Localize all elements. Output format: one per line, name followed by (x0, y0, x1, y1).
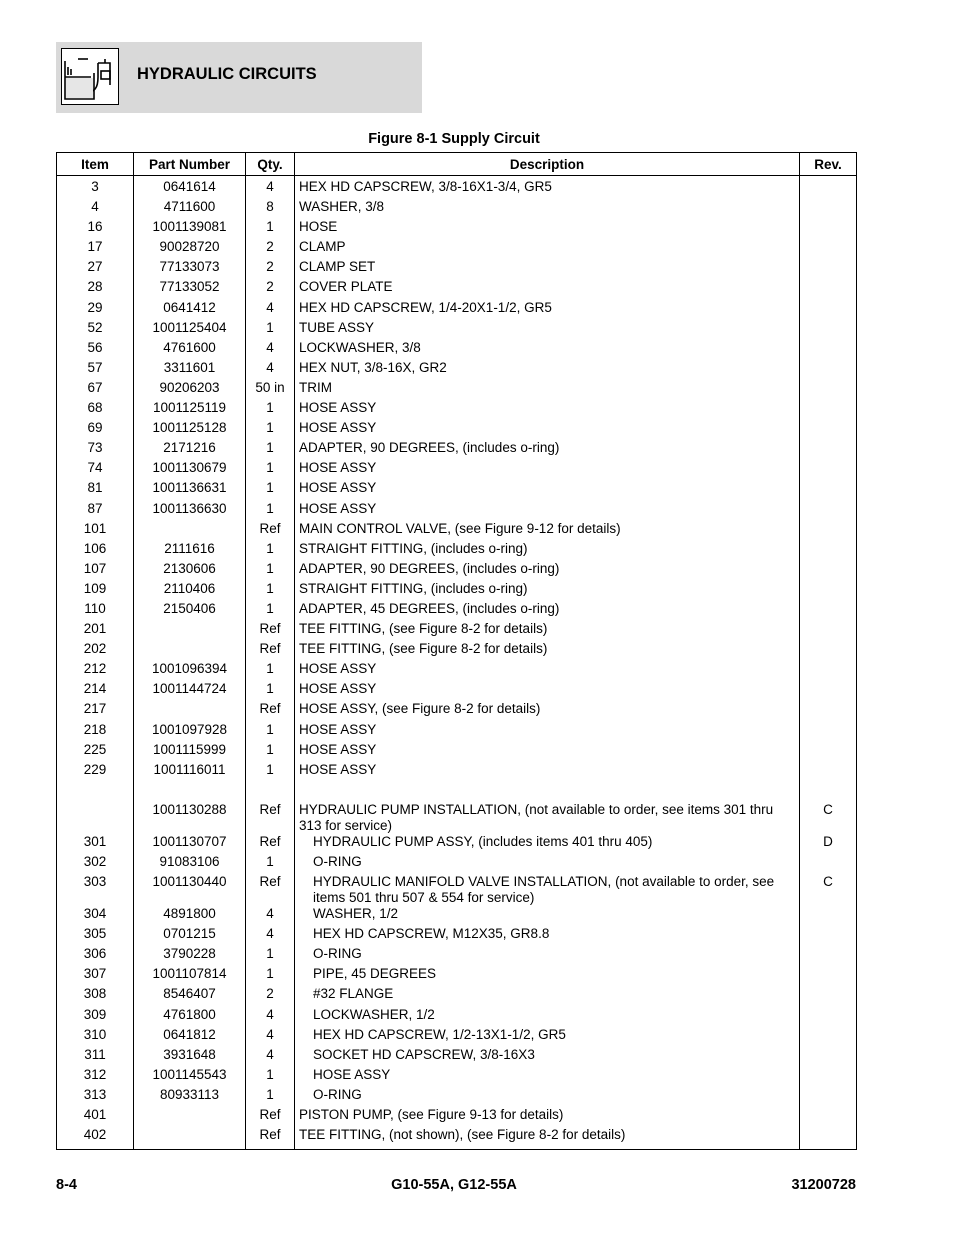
item-cell: 27 (57, 259, 134, 279)
part-number-cell (134, 641, 246, 661)
part-number-cell: 4891800 (134, 906, 246, 926)
qty-cell: 1 (246, 400, 295, 420)
part-number-cell: 1001107814 (134, 966, 246, 986)
part-number-cell: 1001136630 (134, 501, 246, 521)
description-cell: CLAMP SET (295, 259, 800, 279)
rev-cell (800, 782, 857, 802)
rev-cell (800, 1067, 857, 1087)
part-number-cell: 77133052 (134, 279, 246, 299)
part-number-cell: 2150406 (134, 601, 246, 621)
table-row (57, 501, 857, 521)
section-title: HYDRAULIC CIRCUITS (137, 65, 317, 83)
qty-cell: 1 (246, 946, 295, 966)
part-number-cell: 4761600 (134, 340, 246, 360)
item-cell: 106 (57, 541, 134, 561)
qty-cell (246, 782, 295, 802)
table-row (57, 661, 857, 681)
description-cell (295, 782, 800, 802)
part-number-cell: 1001130440 (134, 874, 246, 906)
qty-cell: 2 (246, 259, 295, 279)
table-row (57, 1027, 857, 1047)
part-number-cell: 1001130679 (134, 460, 246, 480)
part-number-cell: 1001144724 (134, 681, 246, 701)
qty-cell: Ref (246, 641, 295, 661)
table-row (57, 541, 857, 561)
qty-cell: 1 (246, 661, 295, 681)
item-cell: 52 (57, 320, 134, 340)
description-cell: O-RING (295, 946, 800, 966)
table-row (57, 782, 857, 802)
part-number-cell: 2130606 (134, 561, 246, 581)
item-cell: 218 (57, 722, 134, 742)
hydraulic-circuit-icon (61, 48, 119, 105)
description-cell: ADAPTER, 90 DEGREES, (includes o-ring) (295, 440, 800, 460)
item-cell: 101 (57, 521, 134, 541)
item-cell: 217 (57, 701, 134, 721)
part-number-cell: 1001096394 (134, 661, 246, 681)
rev-cell (800, 440, 857, 460)
rev-cell (800, 1007, 857, 1027)
part-number-cell: 3311601 (134, 360, 246, 380)
item-cell: 303 (57, 874, 134, 906)
part-number-cell: 1001116011 (134, 762, 246, 782)
description-cell: #32 FLANGE (295, 986, 800, 1006)
item-cell: 87 (57, 501, 134, 521)
part-number-cell: 8546407 (134, 986, 246, 1006)
part-number-cell: 1001139081 (134, 219, 246, 239)
description-cell: TRIM (295, 380, 800, 400)
qty-cell: 1 (246, 681, 295, 701)
document-number: 31200728 (791, 1177, 856, 1193)
description-cell: LOCKWASHER, 3/8 (295, 340, 800, 360)
description-cell: TUBE ASSY (295, 320, 800, 340)
item-cell: 225 (57, 742, 134, 762)
item-cell: 402 (57, 1127, 134, 1150)
description-cell: TEE FITTING, (not shown), (see Figure 8-2 for details) (295, 1127, 800, 1150)
table-row (57, 762, 857, 782)
part-number-cell: 4761800 (134, 1007, 246, 1027)
qty-cell: Ref (246, 701, 295, 721)
item-cell: 214 (57, 681, 134, 701)
rev-cell: C (800, 874, 857, 906)
qty-cell: 4 (246, 340, 295, 360)
rev-cell: D (800, 834, 857, 854)
item-cell: 310 (57, 1027, 134, 1047)
description-cell: HOSE ASSY (295, 460, 800, 480)
table-row (57, 601, 857, 621)
table-row (57, 219, 857, 239)
qty-cell: 1 (246, 561, 295, 581)
rev-cell (800, 1127, 857, 1150)
description-cell: TEE FITTING, (see Figure 8-2 for details) (295, 621, 800, 641)
parts-table (56, 152, 857, 1150)
rev-cell (800, 176, 857, 200)
table-row (57, 259, 857, 279)
table-row (57, 641, 857, 661)
item-cell: 311 (57, 1047, 134, 1067)
rev-cell (800, 1047, 857, 1067)
qty-cell: 4 (246, 300, 295, 320)
table-row (57, 621, 857, 641)
rev-cell (800, 854, 857, 874)
table-row (57, 946, 857, 966)
rev-cell (800, 906, 857, 926)
rev-cell (800, 926, 857, 946)
page-number: 8-4 (56, 1177, 77, 1193)
part-number-cell: 1001125128 (134, 420, 246, 440)
rev-cell (800, 380, 857, 400)
part-number-cell (134, 782, 246, 802)
qty-cell: 1 (246, 501, 295, 521)
item-cell: 229 (57, 762, 134, 782)
rev-cell (800, 1087, 857, 1107)
table-row (57, 834, 857, 854)
item-cell: 4 (57, 199, 134, 219)
item-cell: 309 (57, 1007, 134, 1027)
description-cell: O-RING (295, 854, 800, 874)
qty-cell: Ref (246, 834, 295, 854)
item-cell: 302 (57, 854, 134, 874)
table-row (57, 340, 857, 360)
qty-cell: 1 (246, 854, 295, 874)
rev-cell (800, 501, 857, 521)
table-row (57, 300, 857, 320)
description-cell: HOSE ASSY, (see Figure 8-2 for details) (295, 701, 800, 721)
table-row (57, 986, 857, 1006)
item-cell: 69 (57, 420, 134, 440)
description-cell: COVER PLATE (295, 279, 800, 299)
item-cell (57, 782, 134, 802)
item-cell: 81 (57, 480, 134, 500)
column-header-rev: Rev. (800, 153, 857, 176)
rev-cell (800, 239, 857, 259)
description-cell: SOCKET HD CAPSCREW, 3/8-16X3 (295, 1047, 800, 1067)
part-number-cell: 3931648 (134, 1047, 246, 1067)
qty-cell: 1 (246, 219, 295, 239)
figure-title: Figure 8-1 Supply Circuit (368, 131, 540, 147)
part-number-cell: 3790228 (134, 946, 246, 966)
qty-cell: Ref (246, 521, 295, 541)
qty-cell: 1 (246, 601, 295, 621)
description-cell: STRAIGHT FITTING, (includes o-ring) (295, 581, 800, 601)
part-number-cell: 1001125119 (134, 400, 246, 420)
table-row (57, 1047, 857, 1067)
table-row (57, 360, 857, 380)
table-row (57, 320, 857, 340)
description-cell: HEX HD CAPSCREW, 1/2-13X1-1/2, GR5 (295, 1027, 800, 1047)
qty-cell: 4 (246, 360, 295, 380)
rev-cell (800, 742, 857, 762)
rev-cell (800, 279, 857, 299)
item-cell: 202 (57, 641, 134, 661)
part-number-cell: 4711600 (134, 199, 246, 219)
qty-cell: 4 (246, 1027, 295, 1047)
table-row (57, 1107, 857, 1127)
model-numbers: G10-55A, G12-55A (391, 1177, 517, 1193)
part-number-cell: 1001136631 (134, 480, 246, 500)
table-row (57, 279, 857, 299)
rev-cell (800, 360, 857, 380)
table-row (57, 906, 857, 926)
item-cell: 73 (57, 440, 134, 460)
part-number-cell: 1001097928 (134, 722, 246, 742)
part-number-cell: 1001125404 (134, 320, 246, 340)
rev-cell (800, 946, 857, 966)
item-cell: 308 (57, 986, 134, 1006)
description-cell: HEX HD CAPSCREW, M12X35, GR8.8 (295, 926, 800, 946)
description-cell: HOSE ASSY (295, 400, 800, 420)
part-number-cell: 80933113 (134, 1087, 246, 1107)
item-cell: 305 (57, 926, 134, 946)
qty-cell: 2 (246, 239, 295, 259)
rev-cell (800, 340, 857, 360)
table-row (57, 874, 857, 906)
table-header-row (57, 153, 857, 176)
table-row (57, 400, 857, 420)
description-cell: O-RING (295, 1087, 800, 1107)
qty-cell: 1 (246, 541, 295, 561)
qty-cell: 2 (246, 986, 295, 1006)
rev-cell (800, 701, 857, 721)
description-cell: HOSE ASSY (295, 661, 800, 681)
qty-cell: 1 (246, 581, 295, 601)
rev-cell (800, 1107, 857, 1127)
part-number-cell: 0641614 (134, 176, 246, 200)
qty-cell: 1 (246, 966, 295, 986)
part-number-cell (134, 621, 246, 641)
rev-cell: C (800, 802, 857, 834)
description-cell: STRAIGHT FITTING, (includes o-ring) (295, 541, 800, 561)
part-number-cell (134, 1107, 246, 1127)
item-cell (57, 802, 134, 834)
table-row (57, 480, 857, 500)
rev-cell (800, 966, 857, 986)
rev-cell (800, 480, 857, 500)
qty-cell: 1 (246, 722, 295, 742)
table-row (57, 742, 857, 762)
qty-cell: 8 (246, 199, 295, 219)
qty-cell: 1 (246, 1067, 295, 1087)
description-cell: HOSE ASSY (295, 681, 800, 701)
part-number-cell: 91083106 (134, 854, 246, 874)
description-cell: HOSE ASSY (295, 742, 800, 762)
rev-cell (800, 601, 857, 621)
description-cell: HYDRAULIC MANIFOLD VALVE INSTALLATION, (not available to order, see items 501 thru 507 & 554 for service) (295, 874, 800, 906)
description-cell: HEX HD CAPSCREW, 1/4-20X1-1/2, GR5 (295, 300, 800, 320)
description-cell: PIPE, 45 DEGREES (295, 966, 800, 986)
item-cell: 307 (57, 966, 134, 986)
qty-cell: Ref (246, 621, 295, 641)
part-number-cell (134, 1127, 246, 1150)
item-cell: 28 (57, 279, 134, 299)
qty-cell: 4 (246, 1047, 295, 1067)
rev-cell (800, 661, 857, 681)
qty-cell: 1 (246, 762, 295, 782)
table-row (57, 521, 857, 541)
item-cell: 56 (57, 340, 134, 360)
part-number-cell: 90206203 (134, 380, 246, 400)
description-cell: HYDRAULIC PUMP INSTALLATION, (not available to order, see items 301 thru 313 for service) (295, 802, 800, 834)
rev-cell (800, 641, 857, 661)
qty-cell: 1 (246, 742, 295, 762)
qty-cell: Ref (246, 1107, 295, 1127)
description-cell: TEE FITTING, (see Figure 8-2 for details) (295, 641, 800, 661)
part-number-cell: 1001130288 (134, 802, 246, 834)
description-cell: CLAMP (295, 239, 800, 259)
column-header-part-number: Part Number (134, 153, 246, 176)
description-cell: HEX HD CAPSCREW, 3/8-16X1-3/4, GR5 (295, 176, 800, 200)
item-cell: 313 (57, 1087, 134, 1107)
description-cell: HOSE (295, 219, 800, 239)
qty-cell: 2 (246, 279, 295, 299)
table-row (57, 926, 857, 946)
rev-cell (800, 722, 857, 742)
qty-cell: 4 (246, 926, 295, 946)
column-header-qty: Qty. (246, 153, 295, 176)
rev-cell (800, 259, 857, 279)
item-cell: 16 (57, 219, 134, 239)
item-cell: 109 (57, 581, 134, 601)
table-row (57, 239, 857, 259)
rev-cell (800, 1027, 857, 1047)
rev-cell (800, 320, 857, 340)
item-cell: 74 (57, 460, 134, 480)
part-number-cell: 77133073 (134, 259, 246, 279)
qty-cell: 4 (246, 176, 295, 200)
table-row (57, 1127, 857, 1150)
rev-cell (800, 681, 857, 701)
description-cell: PISTON PUMP, (see Figure 9-13 for details) (295, 1107, 800, 1127)
description-cell: HOSE ASSY (295, 1067, 800, 1087)
item-cell: 212 (57, 661, 134, 681)
item-cell: 110 (57, 601, 134, 621)
description-cell: WASHER, 3/8 (295, 199, 800, 219)
item-cell: 17 (57, 239, 134, 259)
qty-cell: 4 (246, 1007, 295, 1027)
table-row (57, 722, 857, 742)
table-row (57, 701, 857, 721)
column-header-description: Description (295, 153, 800, 176)
qty-cell: 1 (246, 1087, 295, 1107)
rev-cell (800, 521, 857, 541)
description-cell: HEX NUT, 3/8-16X, GR2 (295, 360, 800, 380)
item-cell: 3 (57, 176, 134, 200)
rev-cell (800, 561, 857, 581)
rev-cell (800, 400, 857, 420)
item-cell: 67 (57, 380, 134, 400)
item-cell: 68 (57, 400, 134, 420)
table-row (57, 802, 857, 834)
table-row (57, 1087, 857, 1107)
table-row (57, 966, 857, 986)
table-row (57, 440, 857, 460)
qty-cell: Ref (246, 874, 295, 906)
item-cell: 57 (57, 360, 134, 380)
table-row (57, 581, 857, 601)
parts-table-body (57, 176, 857, 1150)
part-number-cell: 0641412 (134, 300, 246, 320)
table-row (57, 561, 857, 581)
item-cell: 401 (57, 1107, 134, 1127)
table-row (57, 176, 857, 200)
qty-cell: 50 in (246, 380, 295, 400)
part-number-cell: 1001130707 (134, 834, 246, 854)
item-cell: 107 (57, 561, 134, 581)
rev-cell (800, 219, 857, 239)
table-row (57, 199, 857, 219)
description-cell: ADAPTER, 90 DEGREES, (includes o-ring) (295, 561, 800, 581)
rev-cell (800, 420, 857, 440)
description-cell: HYDRAULIC PUMP ASSY, (includes items 401 thru 405) (295, 834, 800, 854)
item-cell: 201 (57, 621, 134, 641)
table-row (57, 681, 857, 701)
rev-cell (800, 581, 857, 601)
part-number-cell: 0701215 (134, 926, 246, 946)
table-row (57, 854, 857, 874)
qty-cell: 1 (246, 460, 295, 480)
part-number-cell: 1001115999 (134, 742, 246, 762)
description-cell: MAIN CONTROL VALVE, (see Figure 9-12 for details) (295, 521, 800, 541)
table-row (57, 380, 857, 400)
qty-cell: 1 (246, 480, 295, 500)
description-cell: LOCKWASHER, 1/2 (295, 1007, 800, 1027)
description-cell: ADAPTER, 45 DEGREES, (includes o-ring) (295, 601, 800, 621)
qty-cell: 4 (246, 906, 295, 926)
qty-cell: 1 (246, 320, 295, 340)
table-row (57, 460, 857, 480)
rev-cell (800, 541, 857, 561)
rev-cell (800, 621, 857, 641)
part-number-cell: 0641812 (134, 1027, 246, 1047)
part-number-cell: 2110406 (134, 581, 246, 601)
description-cell: HOSE ASSY (295, 501, 800, 521)
rev-cell (800, 762, 857, 782)
description-cell: HOSE ASSY (295, 762, 800, 782)
item-cell: 304 (57, 906, 134, 926)
item-cell: 301 (57, 834, 134, 854)
item-cell: 29 (57, 300, 134, 320)
qty-cell: 1 (246, 420, 295, 440)
item-cell: 306 (57, 946, 134, 966)
rev-cell (800, 199, 857, 219)
part-number-cell: 2111616 (134, 541, 246, 561)
description-cell: HOSE ASSY (295, 722, 800, 742)
description-cell: WASHER, 1/2 (295, 906, 800, 926)
table-row (57, 420, 857, 440)
qty-cell: Ref (246, 802, 295, 834)
item-cell: 312 (57, 1067, 134, 1087)
part-number-cell: 90028720 (134, 239, 246, 259)
rev-cell (800, 986, 857, 1006)
column-header-item: Item (57, 153, 134, 176)
description-cell: HOSE ASSY (295, 420, 800, 440)
table-row (57, 1067, 857, 1087)
qty-cell: 1 (246, 440, 295, 460)
part-number-cell: 2171216 (134, 440, 246, 460)
part-number-cell: 1001145543 (134, 1067, 246, 1087)
description-cell: HOSE ASSY (295, 480, 800, 500)
rev-cell (800, 460, 857, 480)
part-number-cell (134, 701, 246, 721)
table-row (57, 1007, 857, 1027)
qty-cell: Ref (246, 1127, 295, 1150)
part-number-cell (134, 521, 246, 541)
rev-cell (800, 300, 857, 320)
